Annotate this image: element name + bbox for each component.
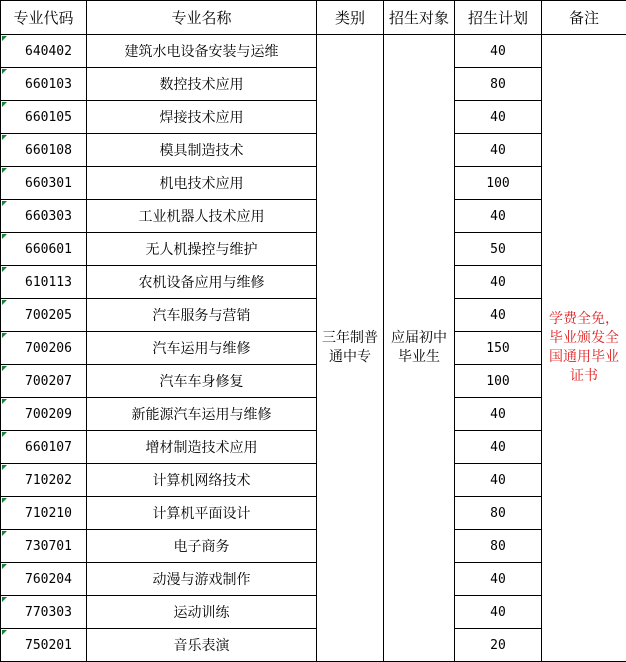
major-code: 640402 <box>1 35 87 68</box>
major-name: 农机设备应用与维修 <box>87 266 317 299</box>
table-body <box>1 35 626 662</box>
major-name: 运动训练 <box>87 596 317 629</box>
table-row <box>1 365 626 398</box>
major-name: 汽车车身修复 <box>87 365 317 398</box>
table-row <box>1 563 626 596</box>
table-row <box>1 266 626 299</box>
plan-count: 80 <box>455 68 542 101</box>
major-code: 660107 <box>1 431 87 464</box>
plan-count: 40 <box>455 398 542 431</box>
table-row <box>1 200 626 233</box>
header-category: 类别 <box>317 1 384 35</box>
major-code: 710202 <box>1 464 87 497</box>
major-code: 660103 <box>1 68 87 101</box>
major-code: 760204 <box>1 563 87 596</box>
major-name: 计算机平面设计 <box>87 497 317 530</box>
plan-count: 80 <box>455 497 542 530</box>
plan-count: 50 <box>455 233 542 266</box>
major-name: 汽车运用与维修 <box>87 332 317 365</box>
plan-count: 100 <box>455 365 542 398</box>
major-name: 工业机器人技术应用 <box>87 200 317 233</box>
major-name: 焊接技术应用 <box>87 101 317 134</box>
plan-count: 80 <box>455 530 542 563</box>
table-row <box>1 398 626 431</box>
table-row <box>1 629 626 662</box>
major-code: 660303 <box>1 200 87 233</box>
table-row <box>1 134 626 167</box>
header-target: 招生对象 <box>384 1 455 35</box>
major-name: 无人机操控与维护 <box>87 233 317 266</box>
table-row <box>1 68 626 101</box>
table-row <box>1 464 626 497</box>
plan-count: 40 <box>455 101 542 134</box>
header-code: 专业代码 <box>1 1 87 35</box>
plan-count: 40 <box>455 35 542 68</box>
header-note: 备注 <box>542 1 626 35</box>
table-row <box>1 101 626 134</box>
table-row <box>1 233 626 266</box>
plan-count: 40 <box>455 431 542 464</box>
major-code: 710210 <box>1 497 87 530</box>
plan-count: 40 <box>455 464 542 497</box>
plan-count: 40 <box>455 563 542 596</box>
major-code: 660105 <box>1 101 87 134</box>
major-name: 数控技术应用 <box>87 68 317 101</box>
plan-count: 40 <box>455 200 542 233</box>
plan-count: 100 <box>455 167 542 200</box>
table-row <box>1 332 626 365</box>
plan-count: 150 <box>455 332 542 365</box>
major-name: 机电技术应用 <box>87 167 317 200</box>
major-code: 700205 <box>1 299 87 332</box>
table-row <box>1 497 626 530</box>
major-code: 700207 <box>1 365 87 398</box>
major-code: 730701 <box>1 530 87 563</box>
major-name: 新能源汽车运用与维修 <box>87 398 317 431</box>
plan-count: 20 <box>455 629 542 662</box>
header-row <box>1 1 626 35</box>
plan-count: 40 <box>455 134 542 167</box>
major-name: 电子商务 <box>87 530 317 563</box>
major-code: 700206 <box>1 332 87 365</box>
major-code: 660601 <box>1 233 87 266</box>
major-code: 750201 <box>1 629 87 662</box>
note-cell: 学费全免，毕业颁发全国通用毕业证书 <box>542 35 626 662</box>
major-code: 660301 <box>1 167 87 200</box>
major-code: 700209 <box>1 398 87 431</box>
table-row <box>1 167 626 200</box>
major-name: 计算机网络技术 <box>87 464 317 497</box>
category-cell: 三年制普通中专 <box>317 35 384 662</box>
major-code: 610113 <box>1 266 87 299</box>
target-cell: 应届初中毕业生 <box>384 35 455 662</box>
major-name: 模具制造技术 <box>87 134 317 167</box>
table-row <box>1 299 626 332</box>
plan-count: 40 <box>455 266 542 299</box>
major-name: 音乐表演 <box>87 629 317 662</box>
major-code: 770303 <box>1 596 87 629</box>
major-name: 建筑水电设备安装与运维 <box>87 35 317 68</box>
table-row <box>1 431 626 464</box>
header-name: 专业名称 <box>87 1 317 35</box>
major-name: 增材制造技术应用 <box>87 431 317 464</box>
table-row <box>1 530 626 563</box>
major-name: 动漫与游戏制作 <box>87 563 317 596</box>
table-row <box>1 35 626 68</box>
major-code: 660108 <box>1 134 87 167</box>
header-plan: 招生计划 <box>455 1 542 35</box>
plan-count: 40 <box>455 299 542 332</box>
table-row <box>1 596 626 629</box>
major-name: 汽车服务与营销 <box>87 299 317 332</box>
plan-count: 40 <box>455 596 542 629</box>
